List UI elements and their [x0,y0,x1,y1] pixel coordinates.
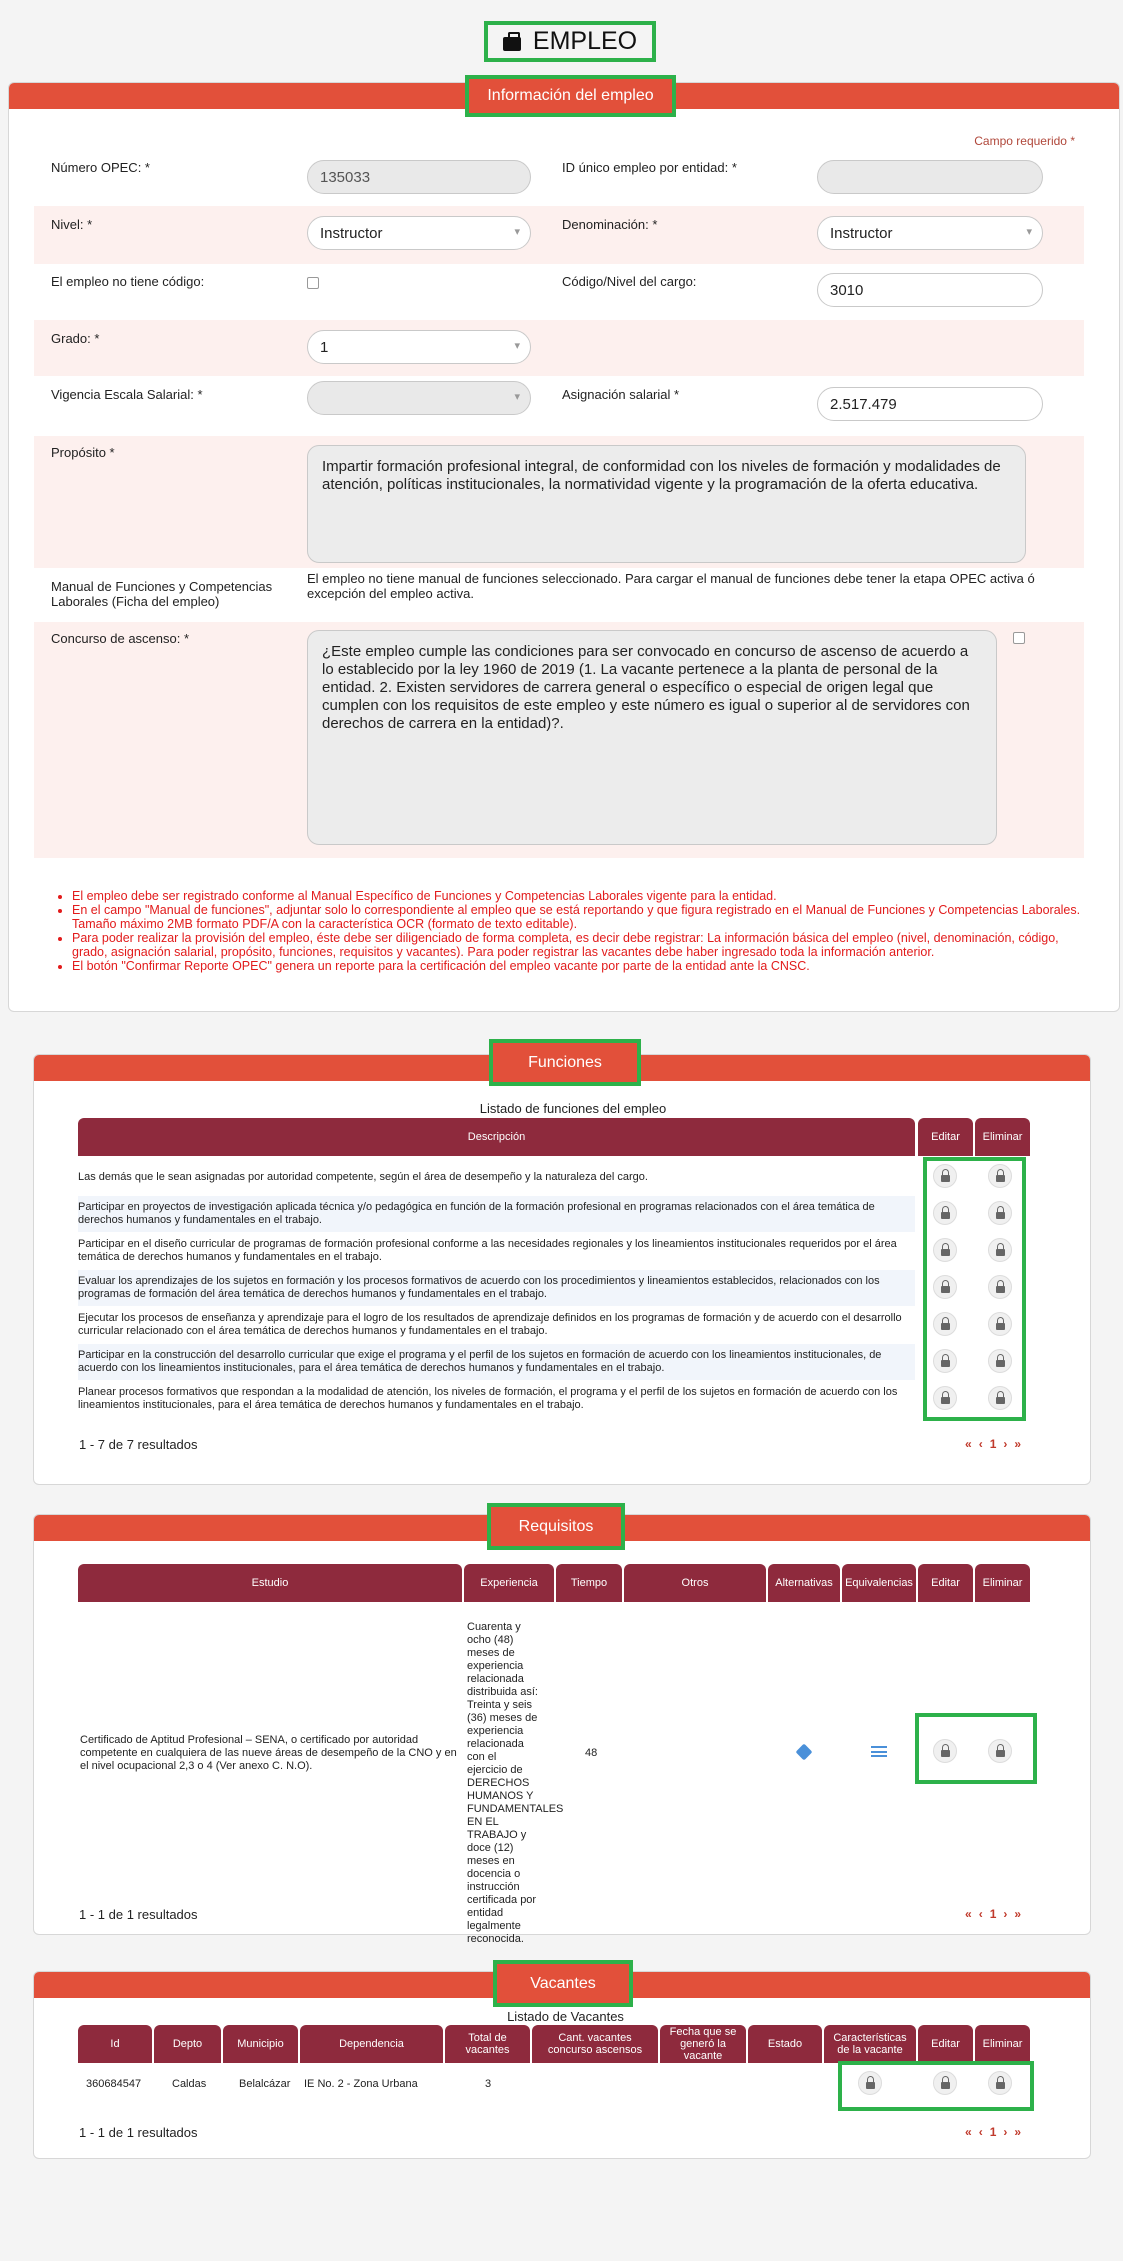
codigo-label: Código/Nivel del cargo: [562,274,697,289]
pager-next[interactable]: › [1003,1437,1009,1451]
denominacion-select[interactable] [817,216,1043,250]
funcion-delete-button[interactable] [988,1312,1012,1336]
req-col-experiencia: Experiencia [464,1564,554,1602]
pager-next[interactable]: › [1003,1907,1009,1921]
funcion-text: Ejecutar los procesos de enseñanza y aprendizaje para el logro de los resultados de aprendizaje definidos en los programas de formación y de acuerdo con el desarrollo curricular relacionado con el área temática de derechos humanos y fundamentales en el trabajo. [78,1312,902,1337]
numero-opec-label: Número OPEC: * [51,160,150,175]
lock-icon [996,1397,1005,1404]
grado-value: 1 [320,338,329,356]
requisitos-results: 1 - 1 de 1 resultados [79,1907,198,1922]
lock-icon [996,1175,1005,1182]
funcion-edit-button[interactable] [933,1349,957,1373]
funcion-text: Participar en proyectos de investigación aplicada técnica y/o pedagógica en función de la formación profesional en programas relacionados con el área temática de derechos humanos y fundamentales en el trabajo. [78,1201,875,1226]
funciones-section-title: Funciones [489,1039,641,1086]
pager-last[interactable]: » [1014,1437,1023,1451]
funcion-edit-button[interactable] [933,1164,957,1188]
funcion-edit-button[interactable] [933,1238,957,1262]
vac-edit-button[interactable] [933,2071,957,2095]
funcion-delete-button[interactable] [988,1386,1012,1410]
denominacion-value: Instructor [830,224,893,242]
grado-label: Grado: * [51,331,100,346]
pager-prev[interactable]: ‹ [978,1907,984,1921]
funcion-text: Planear procesos formativos que respondan a la modalidad de atención, los niveles de formación, el programa y el perfil de los sujetos en formación de acuerdo con los lineamientos institucionales, para el área temática de derechos humanos y fundamentales en el trabajo. [78,1386,898,1411]
vac-total: 3 [485,2078,492,2090]
lock-icon [941,1750,950,1757]
vac-municipio: Belalcázar [239,2078,291,2090]
vac-col-eliminar: Eliminar [975,2025,1030,2063]
lock-icon [941,1360,950,1367]
equivalencias-icon[interactable] [871,1746,887,1757]
funciones-caption: Listado de funciones del empleo [479,1101,667,1116]
pager-first[interactable]: « [965,1437,973,1451]
pager-first[interactable]: « [965,2125,973,2139]
funcion-edit-button[interactable] [933,1275,957,1299]
nivel-label: Nivel: * [51,217,93,232]
grado-select[interactable] [307,330,531,364]
concurso-checkbox[interactable] [1013,632,1025,644]
pager-prev[interactable]: ‹ [978,1437,984,1451]
notes-list [72,889,1082,973]
lock-icon [941,1212,950,1219]
briefcase-icon [503,37,521,51]
vac-col-fecha: Fecha que se generó la vacante [660,2025,746,2063]
lock-icon [996,2082,1005,2089]
vigencia-label: Vigencia Escala Salarial: * [51,387,203,402]
requisitos-pager [962,1907,1025,1921]
lock-icon [996,1323,1005,1330]
vac-col-dependencia: Dependencia [300,2025,443,2063]
vac-col-ascensos: Cant. vacantes concurso ascensos [532,2025,658,2063]
funcion-edit-button[interactable] [933,1201,957,1225]
asignacion-label: Asignación salarial * [562,387,680,402]
note-item: • El empleo debe ser registrado conforme al Manual Específico de Funciones y Competencias Laborales vigente para la entidad. [72,889,1082,903]
manual-value: El empleo no tiene manual de funciones seleccionado. Para cargar el manual de funciones debe tener la etapa OPEC activa ó excepción del empleo activa. [307,571,1035,601]
vac-col-editar: Editar [918,2025,973,2063]
vac-delete-button[interactable] [988,2071,1012,2095]
sin-codigo-label: El empleo no tiene código: [51,274,205,289]
req-tiempo: 48 [585,1747,598,1759]
vigencia-select[interactable] [307,381,531,415]
funciones-results: 1 - 7 de 7 resultados [79,1437,198,1452]
funcion-row [78,1307,915,1343]
lock-icon [941,1397,950,1404]
funcion-row [78,1196,915,1232]
funcion-delete-button[interactable] [988,1275,1012,1299]
vac-id: 360684547 [86,2078,142,2090]
req-col-otros: Otros [624,1564,766,1602]
funciones-col-edit: Editar [918,1118,973,1156]
pager-last[interactable]: » [1014,2125,1023,2139]
pager-page[interactable]: 1 [989,1437,998,1451]
funcion-text: Evaluar los aprendizajes de los sujetos en formación y los procesos formativos de acuerdo con los procedimientos y lineamientos establecidos, relacionados con los programas de formación del área temática de derechos humanos y fundamentales en el trabajo. [78,1275,880,1300]
vacantes-pager [962,2125,1025,2139]
funcion-row [78,1270,915,1306]
vacantes-caption: Listado de Vacantes [507,2009,624,2024]
funciones-col-desc: Descripción [78,1118,915,1156]
req-col-alternativas: Alternativas [768,1564,840,1602]
req-edit-button[interactable] [933,1739,957,1763]
pager-first[interactable]: « [965,1907,973,1921]
req-col-eliminar: Eliminar [975,1564,1030,1602]
funcion-delete-button[interactable] [988,1238,1012,1262]
lock-icon [996,1750,1005,1757]
funcion-edit-button[interactable] [933,1312,957,1336]
row-grado [34,320,1084,376]
proposito-textarea[interactable]: Impartir formación profesional integral, de conformidad con los niveles de formación y modalidades de atención, políticas institucionales, la normatividad vigente y la programación de la oferta educativa. [307,445,1026,563]
funciones-pager [962,1437,1025,1451]
lock-icon [996,1212,1005,1219]
funcion-row [78,1381,915,1417]
nivel-value: Instructor [320,224,383,242]
funcion-row [78,1162,915,1192]
id-unico-input[interactable] [817,160,1043,194]
funcion-edit-button[interactable] [933,1386,957,1410]
funcion-text: Participar en la construcción del desarrollo curricular que exige el programa y el perfil de los sujetos en formación de acuerdo con los lineamientos institucionales, de acuerdo con los lineamientos institucionales, para el área temática de derechos humanos y fundamentales en el trabajo. [78,1349,882,1374]
lock-icon [941,1286,950,1293]
lock-icon [941,1175,950,1182]
note-item: • El botón "Confirmar Reporte OPEC" genera un reporte para la certificación del empleo vacante por parte de la entidad ante la CNSC. [72,959,1082,973]
req-col-editar: Editar [918,1564,973,1602]
vac-caracteristicas-button[interactable] [858,2071,882,2095]
lock-icon [941,1323,950,1330]
vac-col-municipio: Municipio [223,2025,298,2063]
funcion-delete-button[interactable] [988,1164,1012,1188]
pager-page[interactable]: 1 [989,2125,998,2139]
requisitos-section-title: Requisitos [487,1503,625,1550]
sin-codigo-checkbox[interactable] [307,277,319,289]
codigo-input[interactable]: 3010 [817,273,1043,307]
vac-col-estado: Estado [748,2025,822,2063]
funcion-delete-button[interactable] [988,1349,1012,1373]
req-delete-button[interactable] [988,1739,1012,1763]
funcion-text: Participar en el diseño curricular de programas de formación profesional conforme a las necesidades regionales y los lineamientos institucionales requeridos por el área temática de derechos humanos y fundamentales en el trabajo. [78,1238,897,1263]
asignacion-input[interactable]: 2.517.479 [817,387,1043,421]
page-title-text: EMPLEO [532,27,638,55]
pager-prev[interactable]: ‹ [978,2125,984,2139]
funcion-row [78,1344,915,1380]
req-col-estudio: Estudio [78,1564,462,1602]
id-unico-label: ID único empleo por entidad: * [562,160,737,175]
vac-col-caracteristicas: Características de la vacante [824,2025,916,2063]
funcion-row [78,1233,915,1269]
lock-icon [866,2082,875,2089]
proposito-label: Propósito * [51,445,115,460]
pager-page[interactable]: 1 [989,1907,998,1921]
lock-icon [996,1286,1005,1293]
req-estudio: Certificado de Aptitud Profesional – SENA, o certificado por autoridad competente en cualquiera de las nueve áreas de desempeño de la CNO y en el nivel ocupacional 2,3 o 4 (Ver anexo C. N.O). [80,1734,457,1772]
concurso-textarea[interactable]: ¿Este empleo cumple las condiciones para ser convocado en concurso de ascenso de acuerdo a lo establecido por la ley 1960 de 2019 (1. La vacante pertenece a la planta de personal de la entidad. 2. Existen servidores de carrera general o específico o especial de origen legal que cumplen con los requisitos de este empleo y este número es igual o superior al de servidores con derechos de carrera en la entidad)?. [307,630,997,845]
req-col-tiempo: Tiempo [556,1564,622,1602]
vacantes-section-title: Vacantes [493,1960,633,2007]
manual-label: Manual de Funciones y Competencias Laborales (Ficha del empleo) [51,579,273,609]
req-col-equivalencias: Equivalencias [842,1564,916,1602]
lock-icon [996,1360,1005,1367]
vac-dependencia: IE No. 2 - Zona Urbana [304,2078,418,2090]
info-section-title: Información del empleo [465,75,676,117]
numero-opec-input[interactable]: 135033 [307,160,531,194]
pager-next[interactable]: › [1003,2125,1009,2139]
required-note: Campo requerido * [974,134,1075,148]
lock-icon [941,2082,950,2089]
vac-col-depto: Depto [154,2025,221,2063]
lock-icon [996,1249,1005,1256]
funciones-col-delete: Eliminar [975,1118,1030,1156]
funcion-delete-button[interactable] [988,1201,1012,1225]
vac-col-id: Id [78,2025,152,2063]
denominacion-label: Denominación: * [562,217,658,232]
vac-col-total: Total de vacantes [445,2025,530,2063]
funcion-text: Las demás que le sean asignadas por autoridad competente, según el área de desempeño y la naturaleza del cargo. [78,1170,648,1183]
vac-depto: Caldas [172,2078,207,2090]
nivel-select[interactable] [307,216,531,250]
vacantes-results: 1 - 1 de 1 resultados [79,2125,198,2140]
pager-last[interactable]: » [1014,1907,1023,1921]
page-title [484,21,656,62]
note-item: • Para poder realizar la provisión del empleo, éste debe ser diligenciado de forma completa, es decir debe registrar: La información básica del empleo (nivel, denominación, código, grado, asignación salarial, propósito, funciones, requisitos y vacantes). Para poder registrar las vacantes debe haber ingresado toda la información anterior. [72,931,1082,959]
concurso-label: Concurso de ascenso: * [51,631,190,646]
req-experiencia: Cuarenta y ocho (48) meses de experiencia relacionada distribuida así: Treinta y seis (36) meses de experiencia relacionada con el ejercicio de DERECHOS HUMANOS Y FUNDAMENTALES EN EL TRABAJO y doce (12) meses en docencia o instrucción certificada por entidad legalmente reconocida. [467,1621,564,1945]
lock-icon [941,1249,950,1256]
note-item: • En el campo "Manual de funciones", adjuntar solo lo correspondiente al empleo que se está reportando y que figura registrado en el Manual de Funciones y Competencias Laborales. Tamaño máximo 2MB formato PDF/A con la característica OCR (formato de texto editable). [72,903,1082,931]
